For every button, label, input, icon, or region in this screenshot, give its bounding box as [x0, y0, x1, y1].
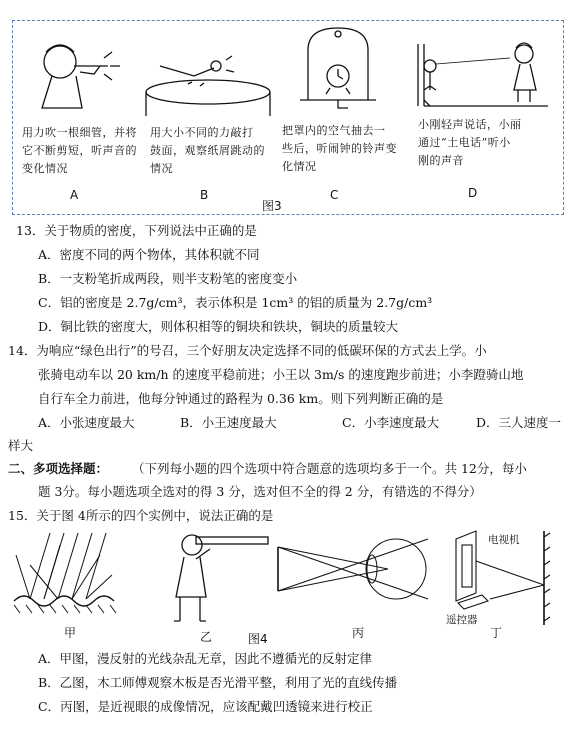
label-a: A [70, 188, 79, 202]
caption-d-line3: 刚的声音 [418, 154, 464, 167]
caption-c-line3: 化情况 [282, 160, 317, 173]
q14-option-d: D．三人速度一 [476, 415, 562, 430]
fig4-label-jia: 甲 [64, 626, 77, 640]
bell-jar-illustration [300, 28, 376, 108]
fig4-label-bing: 丙 [352, 626, 365, 640]
caption-a [22, 124, 137, 178]
q15-option-c: C．丙图，是近视眼的成像情况，应该配戴凹透镜来进行校正 [38, 699, 373, 714]
label-c: C [330, 188, 339, 202]
caption-b-line2: 鼓面，观察纸屑跳动的 [150, 144, 265, 157]
caption-a-line3: 变化情况 [22, 162, 68, 175]
caption-d [418, 116, 522, 170]
carpenter-plank-illustration [174, 535, 268, 621]
caption-c [282, 122, 397, 176]
blowing-tube-illustration [42, 45, 120, 108]
figure3-title: 图3 [262, 199, 282, 213]
q14-option-d-cont: 样大 [8, 438, 34, 453]
eye-optics-diagram [278, 539, 428, 599]
q14-stem-line2: 张骑电动车以 20 km/h 的速度平稳前进；小王以 3m/s 的速度跑步前进；小李蹬骑山地 [38, 367, 524, 382]
caption-c-line1: 把罩内的空气抽去一 [282, 124, 386, 137]
caption-b-line1: 用大小不同的力敲打 [150, 126, 254, 139]
q13-stem: 13．关于物质的密度，下列说法中正确的是 [16, 223, 257, 238]
diffuse-reflection-diagram [14, 533, 116, 613]
q14-option-c: C．小李速度最大 [342, 415, 440, 430]
q13-option-a: A．密度不同的两个物体，其体积就不同 [38, 247, 260, 262]
caption-b-line3: 情况 [150, 162, 173, 175]
tv-label: 电视机 [488, 534, 520, 546]
label-b: B [200, 188, 209, 202]
fig4-label-ding: 丁 [490, 626, 503, 640]
q15-option-a: A．甲图，漫反射的光线杂乱无章，因此不遵循光的反射定律 [38, 651, 373, 666]
caption-d-line2: 通过“土电话”听小 [418, 136, 511, 149]
caption-d-line1: 小刚轻声说话，小丽 [418, 118, 522, 131]
caption-b [150, 124, 265, 178]
caption-a-line2: 它不断剪短，听声音的 [22, 144, 137, 157]
q15-stem: 15．关于图 4所示的四个实例中，说法正确的是 [8, 508, 274, 523]
tin-can-phone-illustration [418, 43, 548, 106]
q14-option-b: B．小王速度最大 [180, 415, 277, 430]
section2-desc-line1: （下列每小题的四个选项中符合题意的选项均多于一个。共 12分，每小 [132, 461, 527, 476]
q13-option-b: B．一支粉笔折成两段，则半支粉笔的密度变小 [38, 271, 298, 286]
section2-heading: 二、多项选择题： [8, 461, 109, 476]
q13-option-d: D．铜比铁的密度大，则体积相等的铜块和铁块，铜块的质量较大 [38, 319, 399, 334]
q14-option-a: A．小张速度最大 [38, 415, 135, 430]
q15-option-b: B．乙图，木工师傅观察木板是否光滑平整，利用了光的直线传播 [38, 675, 398, 690]
q13-option-c: C．铝的密度是 2.7g/cm³，表示体积是 1cm³ 的铝的质量为 2.7g/cm³ [38, 295, 433, 310]
q14-stem-line3: 自行车全力前进，他每分钟通过的路程为 0.36 km。则下列判断正确的是 [38, 391, 444, 406]
section2-desc-line2: 题 3分。每小题选项全选对的得 3 分，选对但不全的得 2 分，有错选的不得分） [38, 484, 482, 499]
figure4-title: 图4 [248, 632, 268, 646]
drum-illustration [146, 56, 270, 116]
caption-c-line2: 些后，听闹钟的铃声变 [282, 142, 397, 155]
fig4-label-yi: 乙 [200, 630, 213, 644]
caption-a-line1: 用力吹一根细管，并将 [22, 126, 137, 139]
label-d: D [468, 186, 478, 200]
q14-stem-line1: 14．为响应“绿色出行”的号召，三个好朋友决定选择不同的低碳环保的方式去上学。小 [8, 343, 487, 358]
remote-label: 遥控器 [446, 614, 478, 626]
